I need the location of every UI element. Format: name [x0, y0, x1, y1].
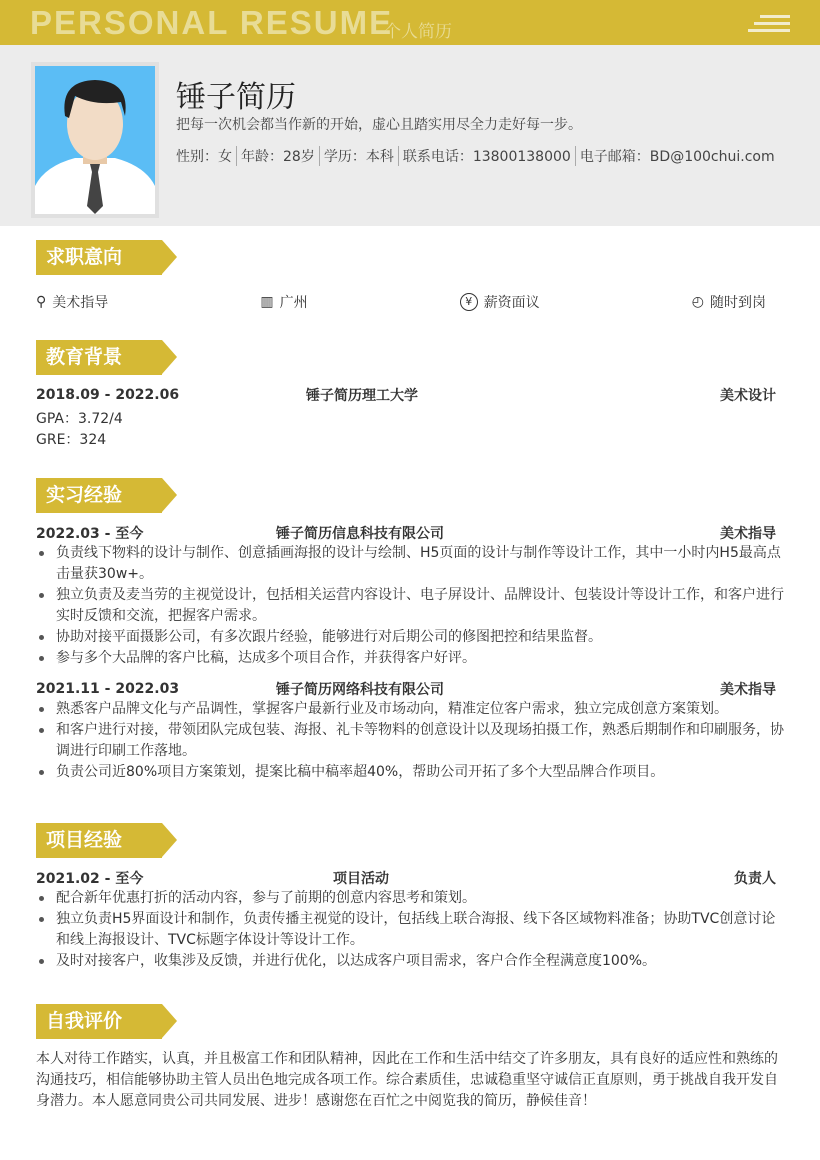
project-row: 2021.02 - 至今 项目活动 负责人	[36, 871, 776, 887]
education-section	[36, 340, 786, 451]
title-cn: 个人简历	[384, 22, 452, 42]
motto: 把每一次机会都当作新的开始，虚心且踏实用尽全力走好每一步。	[176, 117, 582, 133]
info-gender: 性别：女	[176, 149, 232, 165]
intent-section	[36, 240, 786, 312]
section-title: 教育背景	[36, 340, 162, 375]
job-row: 2022.03 - 至今 锤子简历信息科技有限公司 美术指导	[36, 526, 776, 542]
profile-section	[0, 45, 820, 226]
intent-city: ▥ 广州	[260, 294, 308, 311]
top-banner	[0, 0, 820, 45]
info-email: 电子邮箱：BD@100chui.com	[575, 146, 779, 166]
project-section	[36, 823, 786, 972]
title-en: PERSONAL RESUME	[30, 4, 394, 41]
self-eval-text: 本人对待工作踏实，认真，并且极富工作和团队精神，因此在工作和生活中结交了许多朋友，具有良好的适应性和熟练的沟通技巧，相信能够协助主管人员出色地完成各项工作。综合素质佳，忠诚稳重坚守诚信正直原则，勇于挑战自我开发自身潜力。本人愿意同贵公司共同发展、进步！感谢您在百忙之中阅览我的简历，静候佳音！	[36, 1051, 778, 1109]
section-title: 求职意向	[36, 240, 162, 275]
job-row: 2021.11 - 2022.03 锤子简历网络科技有限公司 美术指导	[36, 681, 776, 698]
job-bullets: 负责线下物料的设计与制作、创意插画海报的设计与绘制、H5页面的设计与制作等设计工作，其中一小时内H5最高点击量获30w+。 独立负责及麦当劳的主视觉设计，包括相关运营内容设计、电子屏设计、品牌设计、包装设计等设计工作，和客户进行实时反馈和交流，把握客户需求。 协助对接平面摄影公司，有多次跟片经验，能够进行对后期公司的修图把控和结果监督。 参与多个大品牌的客户比稿，达成多个项目合作，并获得客户好评。	[36, 543, 786, 669]
job-bullets: 熟悉客户品牌文化与产品调性，掌握客户最新行业及市场动向，精准定位客户需求，独立完成创意方案策划。 和客户进行对接，带领团队完成包装、海报、礼卡等物料的创意设计以及现场拍摄工作，熟悉后期制作和印刷服务，协调进行印刷工作落地。 负责公司近80%项目方案策划，提案比稿中稿率超40%，帮助公司开拓了多个大型品牌合作项目。	[36, 699, 786, 783]
yen-icon: ¥	[460, 293, 478, 311]
building-icon: ▥	[260, 294, 274, 310]
avatar	[31, 62, 159, 218]
basic-info	[176, 146, 779, 166]
intent-position: ⚲ 美术指导	[36, 294, 109, 311]
project-bullets: 配合新年优惠打折的活动内容，参与了前期的创意内容思考和策划。 独立负责H5界面设计和制作，负责传播主视觉的设计，包括线上联合海报、线下各区域物料准备；协助TVC创意讨论和线上海报设计、TVC标题字体设计等设计工作。 及时对接客户，收集涉及反馈，并进行优化，以达成客户项目需求，客户合作全程满意度100%。	[36, 888, 786, 972]
tie-icon: ⚲	[36, 294, 47, 310]
self-eval-section	[36, 1004, 786, 1112]
intent-availability: ◴ 随时到岗	[691, 294, 766, 311]
gpa: GPA：3.72/4	[36, 411, 123, 427]
intent-salary: ¥ 薪资面议	[460, 292, 540, 312]
info-education: 学历：本科	[319, 146, 398, 166]
gre: GRE：324	[36, 432, 107, 448]
internship-section	[36, 478, 786, 783]
menu-icon	[748, 15, 790, 33]
info-age: 年龄：28岁	[236, 146, 319, 166]
section-title: 实习经验	[36, 478, 162, 513]
candidate-name: 锤子简历	[176, 80, 296, 115]
section-title: 项目经验	[36, 823, 162, 858]
info-phone: 联系电话：13800138000	[398, 146, 575, 166]
education-row: 2018.09 - 2022.06 锤子简历理工大学 美术设计	[36, 387, 776, 404]
section-title: 自我评价	[36, 1004, 162, 1039]
clock-icon: ◴	[691, 294, 704, 310]
